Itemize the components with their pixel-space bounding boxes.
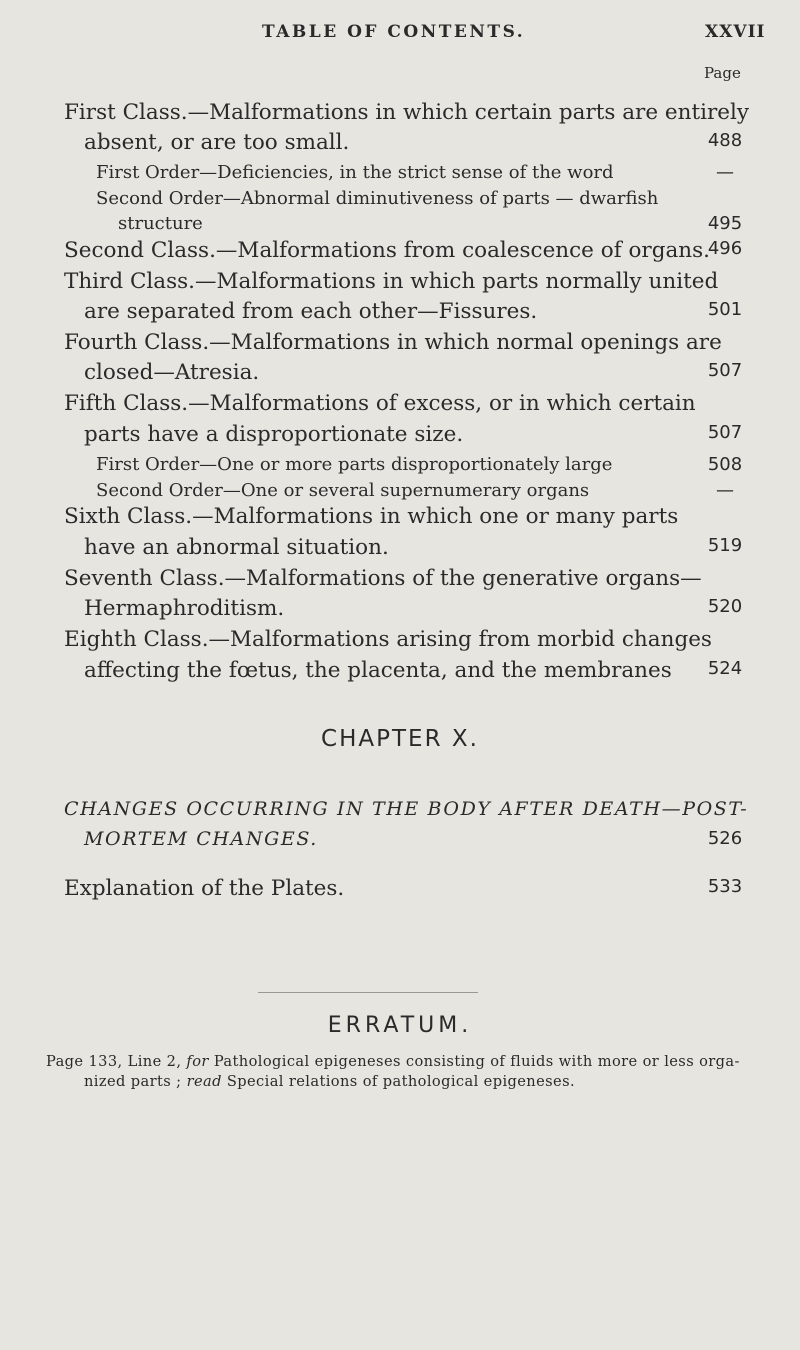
toc-entry-text: Fifth Class.—Malformations of excess, or in which certain [64,391,696,416]
erratum-line-2 [46,1072,786,1092]
erratum-text [46,1052,786,1092]
toc-entry-text: closed—Atresia. [84,360,260,385]
erratum-ref: Page 133, Line 2, [46,1053,182,1070]
toc-entry-text: Second Order—One or several supernumerary organs [96,480,590,501]
toc-entry-text: have an abnormal situation. [84,535,389,560]
chapter-title-line [0,798,800,822]
chapter-page: 526 [707,828,743,849]
toc-entry-page: 507 [707,360,743,381]
toc-entry-text: Second Order—Abnormal diminutiveness of parts — dwarfish [96,188,659,209]
running-title: TABLE OF CONTENTS. [262,22,526,42]
toc-entry-text: Third Class.—Malformations in which parts normally united [64,269,719,294]
toc-entry-page: 495 [707,213,743,234]
toc-entry-page: — [716,480,734,501]
page-folio: XXVII [705,22,766,42]
plates-entry-text: Explanation of the Plates. [64,876,345,901]
toc-entry-text: Eighth Class.—Malformations arising from morbid changes [64,627,712,652]
toc-entry-text: Second Class.—Malformations from coalescence of organs. [64,238,710,263]
toc-entry-page: 520 [707,596,743,617]
plates-entry [0,876,800,900]
page-column-label: Page [704,64,741,82]
chapter-title-text: MORTEM CHANGES. [84,828,318,850]
toc-entry-page: — [716,162,734,183]
erratum-correction: Special relations of pathological epigeneses. [226,1073,576,1090]
toc-entry-text: absent, or are too small. [84,130,350,155]
toc-entry-text: Sixth Class.—Malformations in which one or many parts [64,504,679,529]
toc-entry-text: Fourth Class.—Malformations in which normal openings are [64,330,722,355]
toc-entry-page: 488 [707,130,743,151]
toc-entry-text: are separated from each other—Fissures. [84,299,538,324]
toc-entry-text: Hermaphroditism. [84,596,285,621]
toc-entry-page: 519 [707,535,743,556]
chapter-heading: CHAPTER X. [321,726,479,752]
erratum-read: read [186,1073,222,1090]
toc-entry-page: 501 [707,299,743,320]
erratum-original-end: nized parts ; [84,1073,182,1090]
section-divider [258,992,478,993]
erratum-for: for [186,1053,209,1070]
plates-entry-page: 533 [707,876,743,897]
toc-entry-text: First Order—One or more parts disproportionately large [96,454,613,475]
erratum-original: Pathological epigeneses consisting of fluids with more or less orga- [213,1053,740,1070]
toc-entry-page: 508 [707,454,743,475]
erratum-title: ERRATUM. [327,1013,473,1038]
toc-entry-text: parts have a disproportionate size. [84,422,464,447]
toc-entry-page: 496 [707,238,743,259]
toc-entry-text: affecting the fœtus, the placenta, and the membranes [84,658,672,683]
toc-entry-page: 507 [707,422,743,443]
toc-entry-text: First Class.—Malformations in which certain parts are entirely [64,100,749,125]
chapter-title-text: CHANGES OCCURRING IN THE BODY AFTER DEATH—POST- [64,798,749,820]
toc-entry-text: Seventh Class.—Malformations of the generative organs— [64,566,702,591]
toc-entry-text: First Order—Deficiencies, in the strict sense of the word [96,162,614,183]
toc-entry-page: 524 [707,658,743,679]
chapter-title-line [0,828,800,852]
toc-entry-text: structure [118,213,203,234]
